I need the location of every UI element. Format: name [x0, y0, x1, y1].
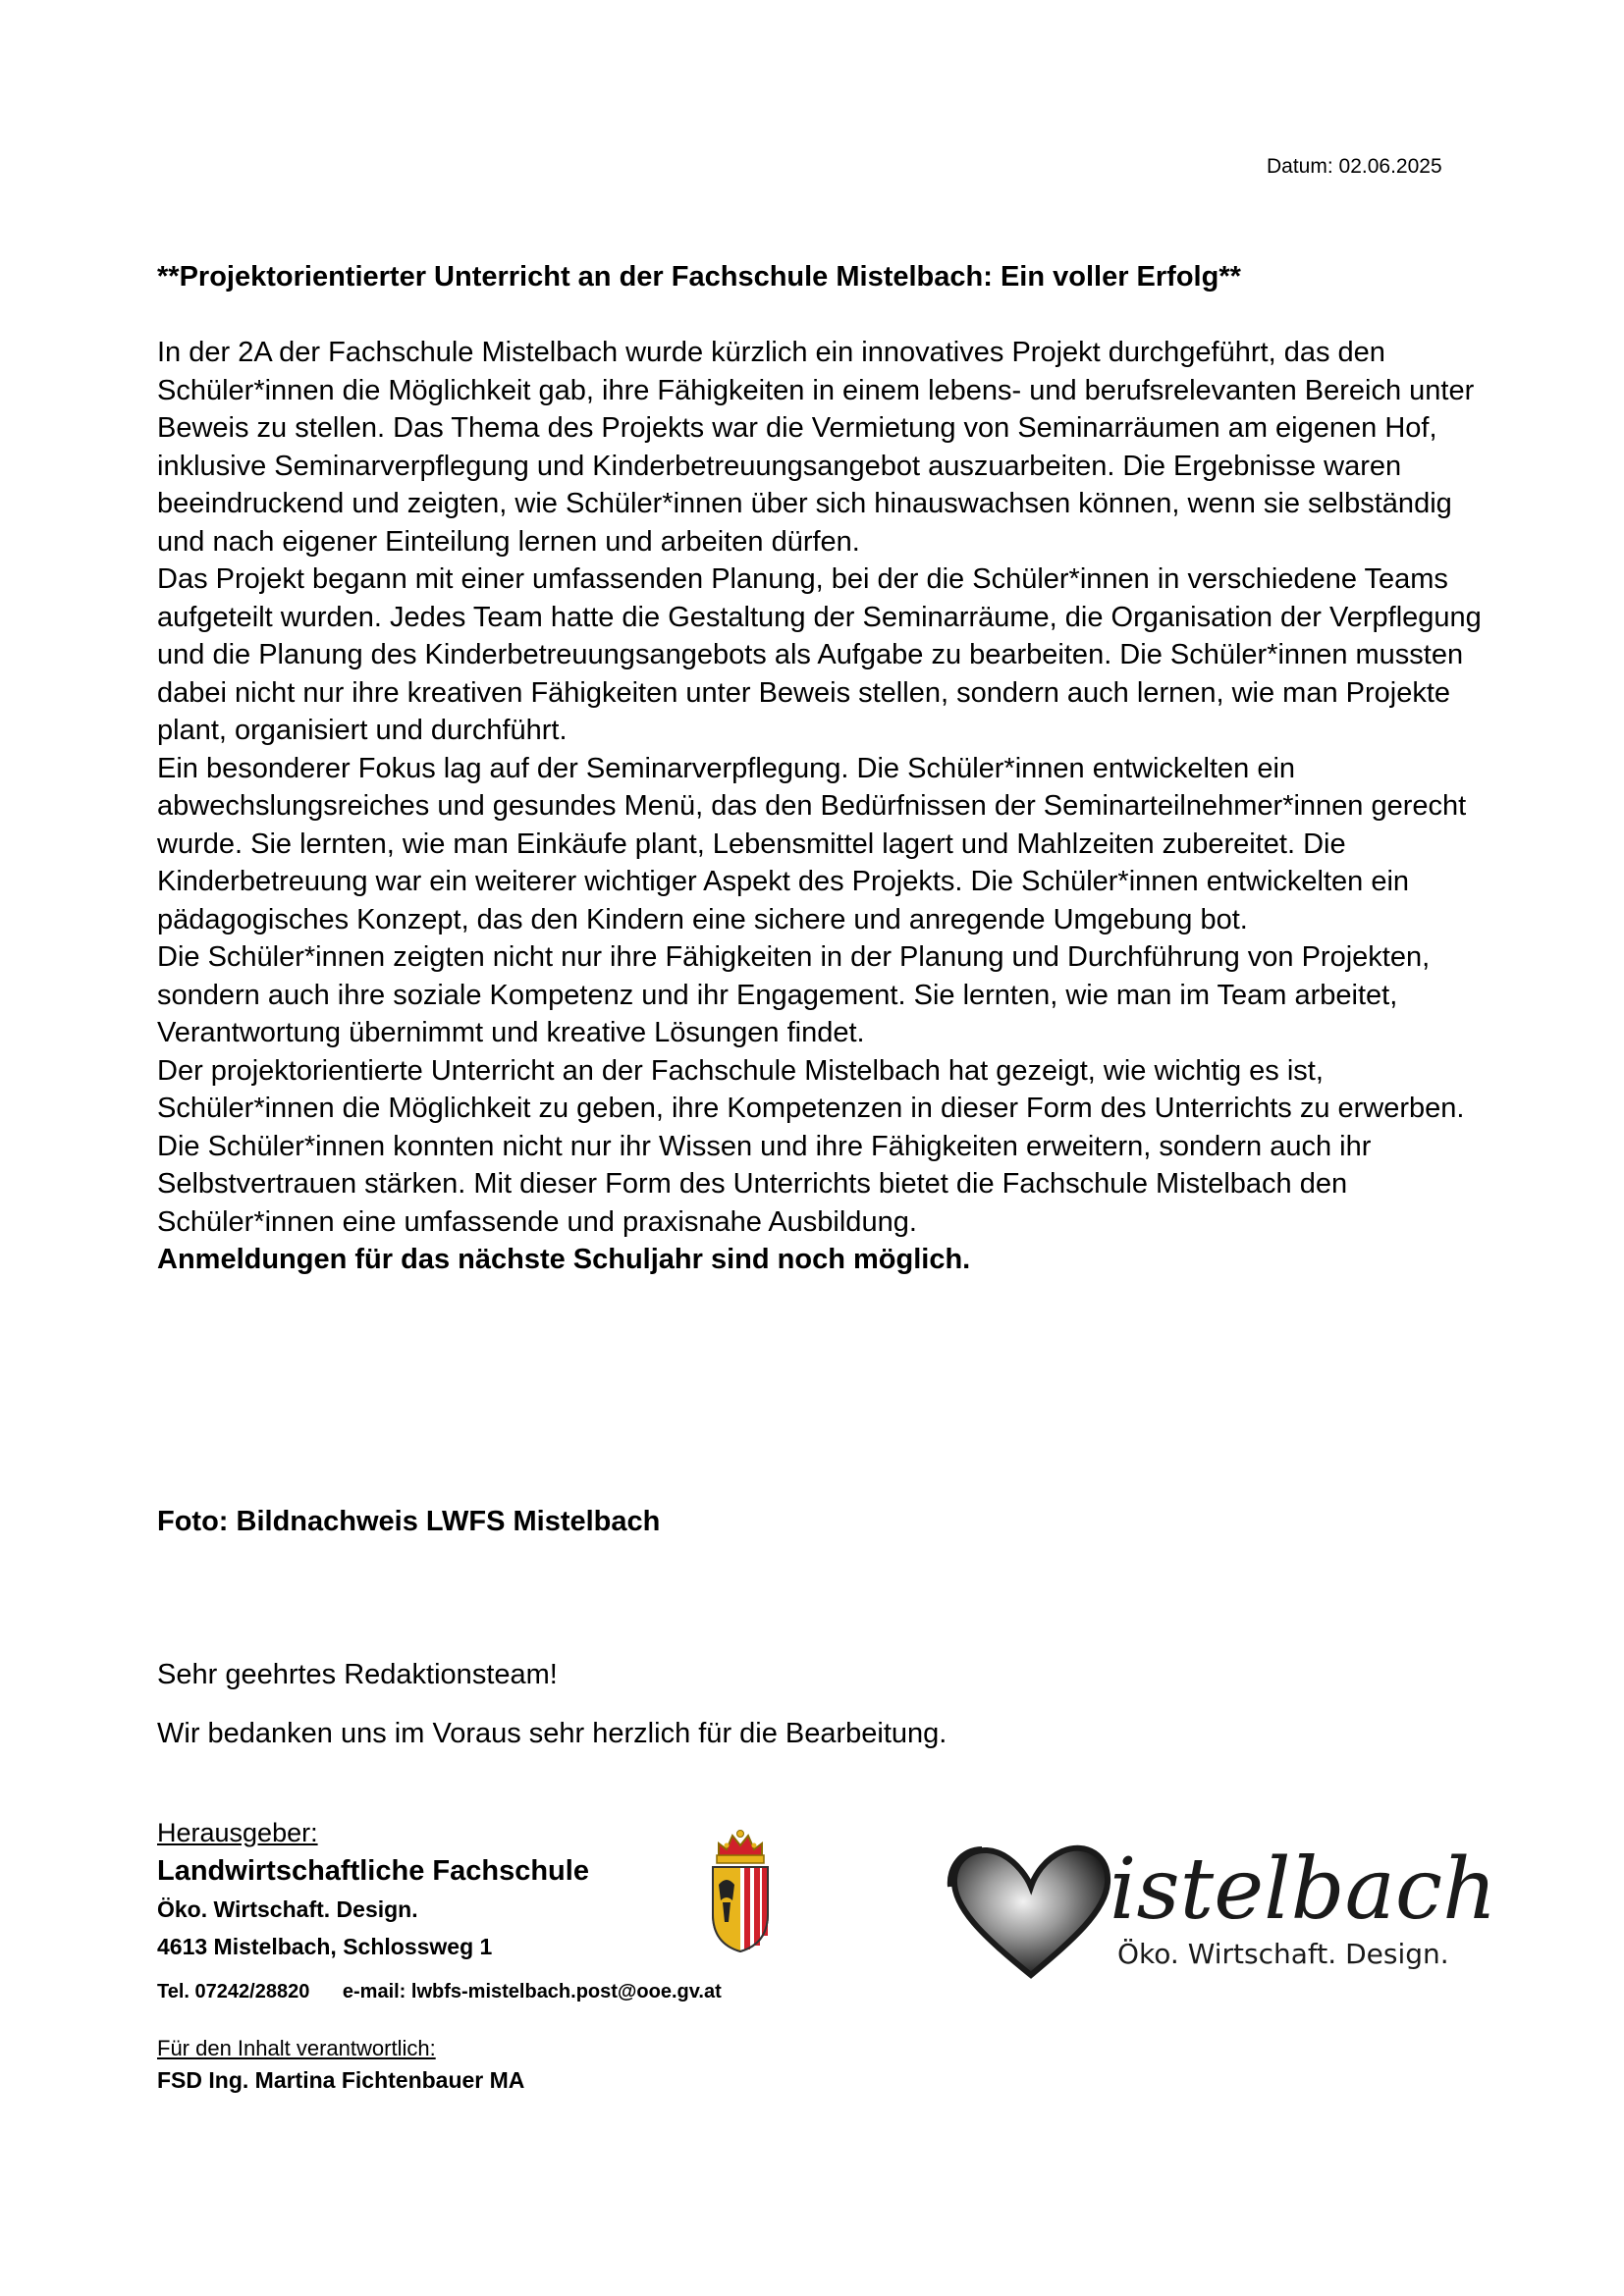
document-date: Datum: 02.06.2025: [1267, 155, 1442, 178]
shield-icon: [713, 1867, 768, 1951]
mistelbach-logo: [943, 1828, 1502, 1985]
responsible-name: FSD Ing. Martina Fichtenbauer MA: [157, 2067, 525, 2093]
publisher-label: Herausgeber:: [157, 1818, 318, 1847]
publisher-phone: Tel. 07242/28820: [157, 1981, 310, 2002]
heart-m-icon: [950, 1848, 1108, 1975]
article-body: [157, 334, 1492, 1279]
logo-tagline: Öko. Wirtschaft. Design.: [1117, 1938, 1449, 1970]
responsible-label: Für den Inhalt verantwortlich:: [157, 2036, 436, 2060]
photo-credit: Foto: Bildnachweis LWFS Mistelbach: [157, 1506, 661, 1537]
upper-austria-coat-of-arms-icon: [705, 1828, 776, 1955]
publisher-subtitle: Öko. Wirtschaft. Design.: [157, 1896, 418, 1922]
publisher-contact: [157, 1981, 722, 2003]
publisher-name: Landwirtschaftliche Fachschule: [157, 1855, 589, 1887]
article-paragraph: Die Schüler*innen zeigten nicht nur ihre Fähigkeiten in der Planung und Durchführung von Projekten, sondern auch ihre soziale Kompetenz und ihr Engagement. Sie lernten, wie man im Team arbeitet, Verantwortung übernimmt und kreative Lösungen findet.: [157, 941, 1431, 1048]
article-paragraph: Das Projekt begann mit einer umfassenden Planung, bei der die Schüler*innen in verschiedene Teams aufgeteilt wurden. Jedes Team hatte die Gestaltung der Seminarräume, die Organisation der Verpflegung und die Planung des Kinderbetreuungsangebots als Aufgabe zu bearbeiten. Die Schüler*innen mussten dabei nicht nur ihre kreativen Fähigkeiten unter Beweis stellen, sondern auch lernen, wie man Projekte plant, organisiert und durchführt.: [157, 563, 1482, 746]
logo-wordmark: istelbach: [1110, 1841, 1497, 1939]
publisher-email[interactable]: e-mail: lwbfs-mistelbach.post@ooe.gv.at: [342, 1981, 722, 2002]
article-title: **Projektorientierter Unterricht an der Fachschule Mistelbach: Ein voller Erfolg**: [157, 261, 1241, 293]
publisher-address: 4613 Mistelbach, Schlossweg 1: [157, 1934, 493, 1959]
article-paragraph: Ein besonderer Fokus lag auf der Seminarverpflegung. Die Schüler*innen entwickelten ein abwechslungsreiches und gesundes Menü, das den Bedürfnissen der Seminarteilnehmer*innen gerecht wurde. Sie lernten, wie man Einkäufe plant, Lebensmittel lagert und Mahlzeiten zubereitet. Die Kinderbetreuung war ein weiterer wichtiger Aspekt des Projekts. Die Schüler*innen entwickelten ein pädagogisches Konzept, das den Kindern eine sichere und anregende Umgebung bot.: [157, 752, 1467, 935]
letter-thanks: Wir bedanken uns im Voraus sehr herzlich für die Bearbeitung.: [157, 1718, 947, 1749]
article-paragraph: Der projektorientierte Unterricht an der Fachschule Mistelbach hat gezeigt, wie wichtig es ist, Schüler*innen die Möglichkeit zu geben, ihre Kompetenzen in dieser Form des Unterrichts zu erwerben. Die Schüler*innen konnten nicht nur ihr Wissen und ihre Fähigkeiten erweitern, sondern auch ihr Selbstvertrauen stärken. Mit dieser Form des Unterrichts bietet die Fachschule Mistelbach den Schüler*innen eine umfassende und praxisnahe Ausbildung.: [157, 1054, 1465, 1238]
registration-note: Anmeldungen für das nächste Schuljahr sind noch möglich.: [157, 1244, 971, 1275]
article-paragraph: In der 2A der Fachschule Mistelbach wurde kürzlich ein innovatives Projekt durchgeführt, das den Schüler*innen die Möglichkeit gab, ihre Fähigkeiten in einem lebens- und berufsrelevanten Bereich unter Beweis zu stellen. Das Thema des Projekts war die Vermietung von Seminarräumen am eigenen Hof, inklusive Seminarverpflegung und Kinderbetreuungsangebot auszuarbeiten. Die Ergebnisse waren beeindruckend und zeigten, wie Schüler*innen über sich hinauswachsen können, wenn sie selbständig und nach eigener Einteilung lernen und arbeiten dürfen.: [157, 337, 1475, 558]
letter-greeting: Sehr geehrtes Redaktionsteam!: [157, 1659, 558, 1690]
crown-icon: [717, 1831, 764, 1864]
